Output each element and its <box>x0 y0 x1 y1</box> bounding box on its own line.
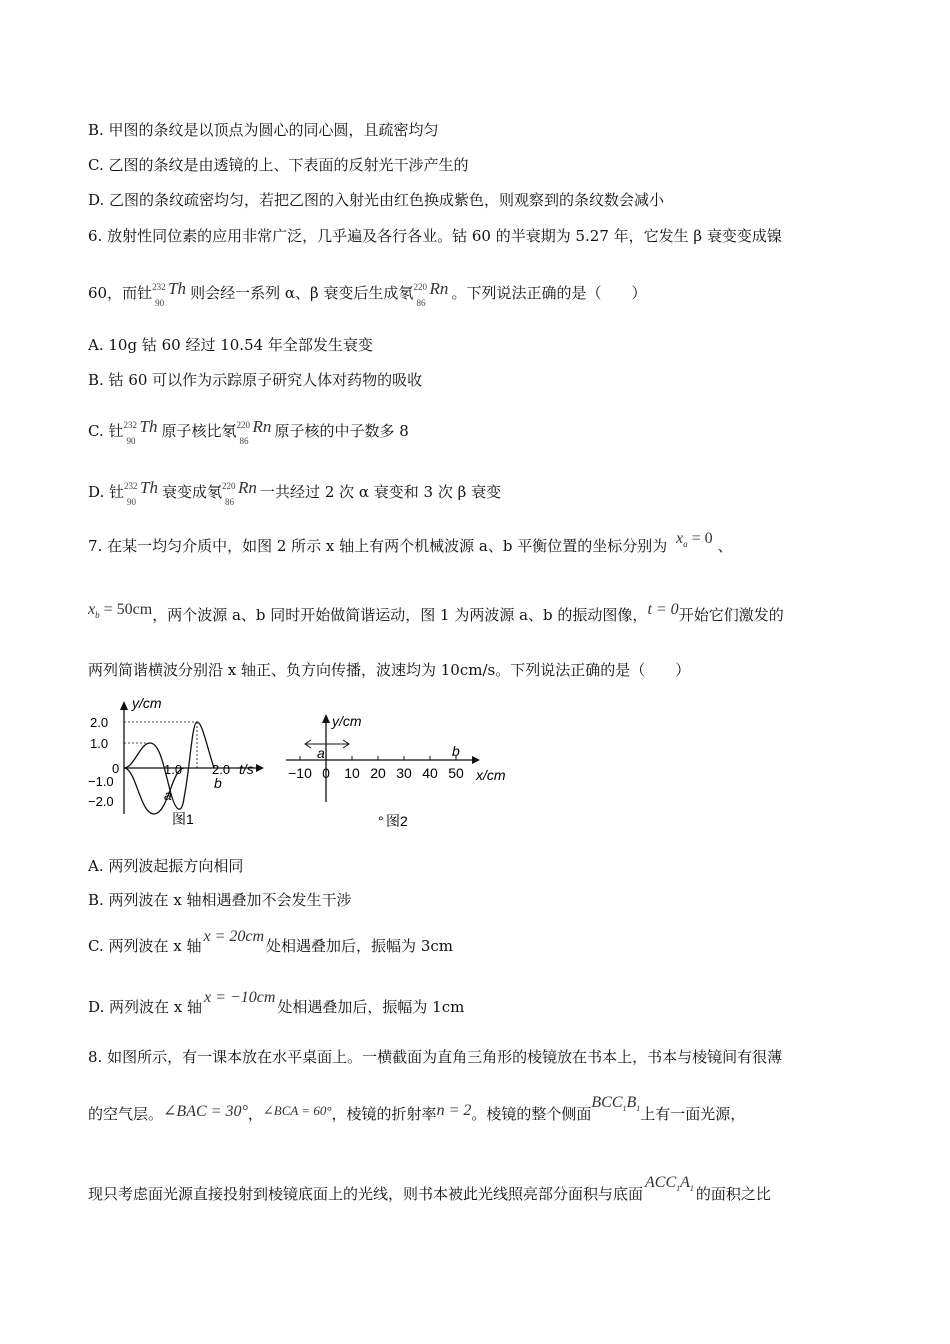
q5-option-d: D. 乙图的条纹疏密均匀，若把乙图的入射光由红色换成紫色，则观察到的条纹数会减小 <box>88 191 665 209</box>
q7-option-a: A. 两列波起振方向相同 <box>88 857 244 875</box>
fig1-caption: 图1 <box>172 811 194 827</box>
q6-text-a: 60，而钍 <box>88 284 153 302</box>
face-acc1a1: $ACC_1A_1$ <box>645 1174 694 1194</box>
xm10-equation: x = −10cm <box>204 989 276 1006</box>
angle-bca: ∠BCA = 60° <box>262 1103 332 1118</box>
q6-option-a: A. 10g 钴 60 经过 10.54 年全部发生衰变 <box>88 336 373 354</box>
fig2-y-label: y/cm <box>332 713 362 729</box>
t0-equation: t = 0 <box>647 601 679 618</box>
figure1-vibration-graph <box>88 698 268 836</box>
fig1-ytick-1: 1.0 <box>90 736 109 751</box>
q6-option-c: C. 钍 232 90 Th 原子核比氡 220 86 Rn 原子核的中子数多 8 <box>88 414 409 448</box>
fig2-tick-label: 20 <box>370 765 386 781</box>
fig1-y-axis-arrow <box>120 701 128 710</box>
xa-equation: $x_a = 0$ <box>676 530 713 550</box>
q6-option-b: B. 钴 60 可以作为示踪原子研究人体对药物的吸收 <box>88 371 423 389</box>
fig1-x-label: t/s <box>239 761 254 777</box>
fig2-tick-label: 30 <box>396 765 412 781</box>
fig1-t-axis-arrow <box>256 764 264 772</box>
q6-text-b: 则会经一系列 α、β 衰变后生成氡 <box>190 284 414 302</box>
q5-option-c: C. 乙图的条纹是由透镜的上、下表面的反射光干涉产生的 <box>88 156 469 174</box>
fig2-caption: 图2 <box>386 813 408 829</box>
x20-equation: x = 20cm <box>203 928 265 945</box>
fig2-source-b: b <box>452 743 460 759</box>
q6-stem-line1: 6. 放射性同位素的应用非常广泛，几乎遍及各行各业。钴 60 的半衰期为 5.27 年，它发生 β 衰变变成镍 <box>88 227 782 245</box>
q8-stem-line1: 8. 如图所示，有一课本放在水平桌面上。一横截面为直角三角形的棱镜放在书本上，书本与棱镜间有很薄 <box>88 1048 783 1066</box>
fig1-ytick-0: 0 <box>112 761 120 776</box>
fig1-ytick-m2: −2.0 <box>88 794 114 809</box>
fig1-ytick-2: 2.0 <box>90 715 109 730</box>
fig2-source-a: a <box>317 745 325 761</box>
face-bcc1b1: $BCC_1B_1$ <box>591 1094 641 1114</box>
fig2-tick-label: 10 <box>344 765 360 781</box>
q5-option-b: B. 甲图的条纹是以顶点为圆心的同心圆，且疏密均匀 <box>88 121 439 139</box>
q7-stem-line3: 两列简谐横波分别沿 x 轴正、负方向传播，波速均为 10cm/s。下列说法正确的是（ ） <box>88 661 691 679</box>
q8-stem-line2: 的空气层。∠BAC = 30°，∠BCA = 60°，棱镜的折射率n = 2。棱镜的整个侧面$BCC_1B_1$上有一面光源， <box>88 1094 746 1123</box>
fig2-tick-label: 40 <box>422 765 438 781</box>
q8-stem-line3: 现只考虑面光源直接投射到棱镜底面上的光线，则书本被此光线照亮部分面积与底面$ACC_1A_1$ 的面积之比 <box>88 1174 771 1203</box>
radon-isotope: 220 86 Rn <box>236 417 272 446</box>
thorium-isotope: 232 90 Th <box>152 279 187 308</box>
fig1-y-label: y/cm <box>132 698 162 711</box>
q6-stem-line2 <box>88 276 646 310</box>
fig1-xtick-1: 1.0 <box>164 762 183 777</box>
q7-stem-line2: $x_b = 50cm$，两个波源 a、b 同时开始做简谐运动，图 1 为两波源 a、b 的振动图像，t = 0开始它们激发的 <box>88 601 784 624</box>
thorium-isotope: 232 90 Th <box>123 417 158 446</box>
fig2-tick-label: −10 <box>288 765 312 781</box>
fig1-ytick-m1: −1.0 <box>88 774 114 789</box>
fig1-xtick-2: 2.0 <box>212 762 231 777</box>
fig2-caption-prefix: ° <box>378 813 384 829</box>
thorium-isotope: 232 90 Th <box>124 478 158 507</box>
radon-isotope: 220 86 Rn <box>413 279 449 308</box>
fig2-x-axis-arrow <box>472 756 480 764</box>
radon-isotope: 220 86 Rn <box>222 478 257 507</box>
fig2-y-axis-arrow <box>322 714 330 723</box>
q6-text-c: 。下列说法正确的是（ ） <box>451 284 647 302</box>
q7-option-d: D. 两列波在 x 轴x = −10cm处相遇叠加后，振幅为 1cm <box>88 989 465 1016</box>
q6-option-d: D. 钍 232 90 Th 衰变成氡 220 86 Rn 一共经过 2 次 α 衰变和 3 次 β 衰变 <box>88 475 501 509</box>
fig1-label-b: b <box>214 775 222 791</box>
figure2-x-axis-diagram <box>280 704 520 832</box>
q7-option-b: B. 两列波在 x 轴相遇叠加不会发生干涉 <box>88 891 352 909</box>
q7-option-c: C. 两列波在 x 轴x = 20cm处相遇叠加后，振幅为 3cm <box>88 928 453 955</box>
fig2-tick-label: 50 <box>448 765 464 781</box>
refractive-index: n = 2 <box>436 1102 472 1119</box>
fig1-label-a: a <box>164 787 172 803</box>
q7-stem-line1: 7. 在某一均匀介质中，如图 2 所示 x 轴上有两个机械波源 a、b 平衡位置的坐标分别为 $x_a = 0$ 、 <box>88 530 733 555</box>
xb-equation: $x_b = 50cm$ <box>88 601 153 621</box>
angle-bac: ∠BAC = 30° <box>163 1103 248 1120</box>
fig2-tick-label: 0 <box>322 765 330 781</box>
fig2-x-label: x/cm <box>476 767 506 783</box>
